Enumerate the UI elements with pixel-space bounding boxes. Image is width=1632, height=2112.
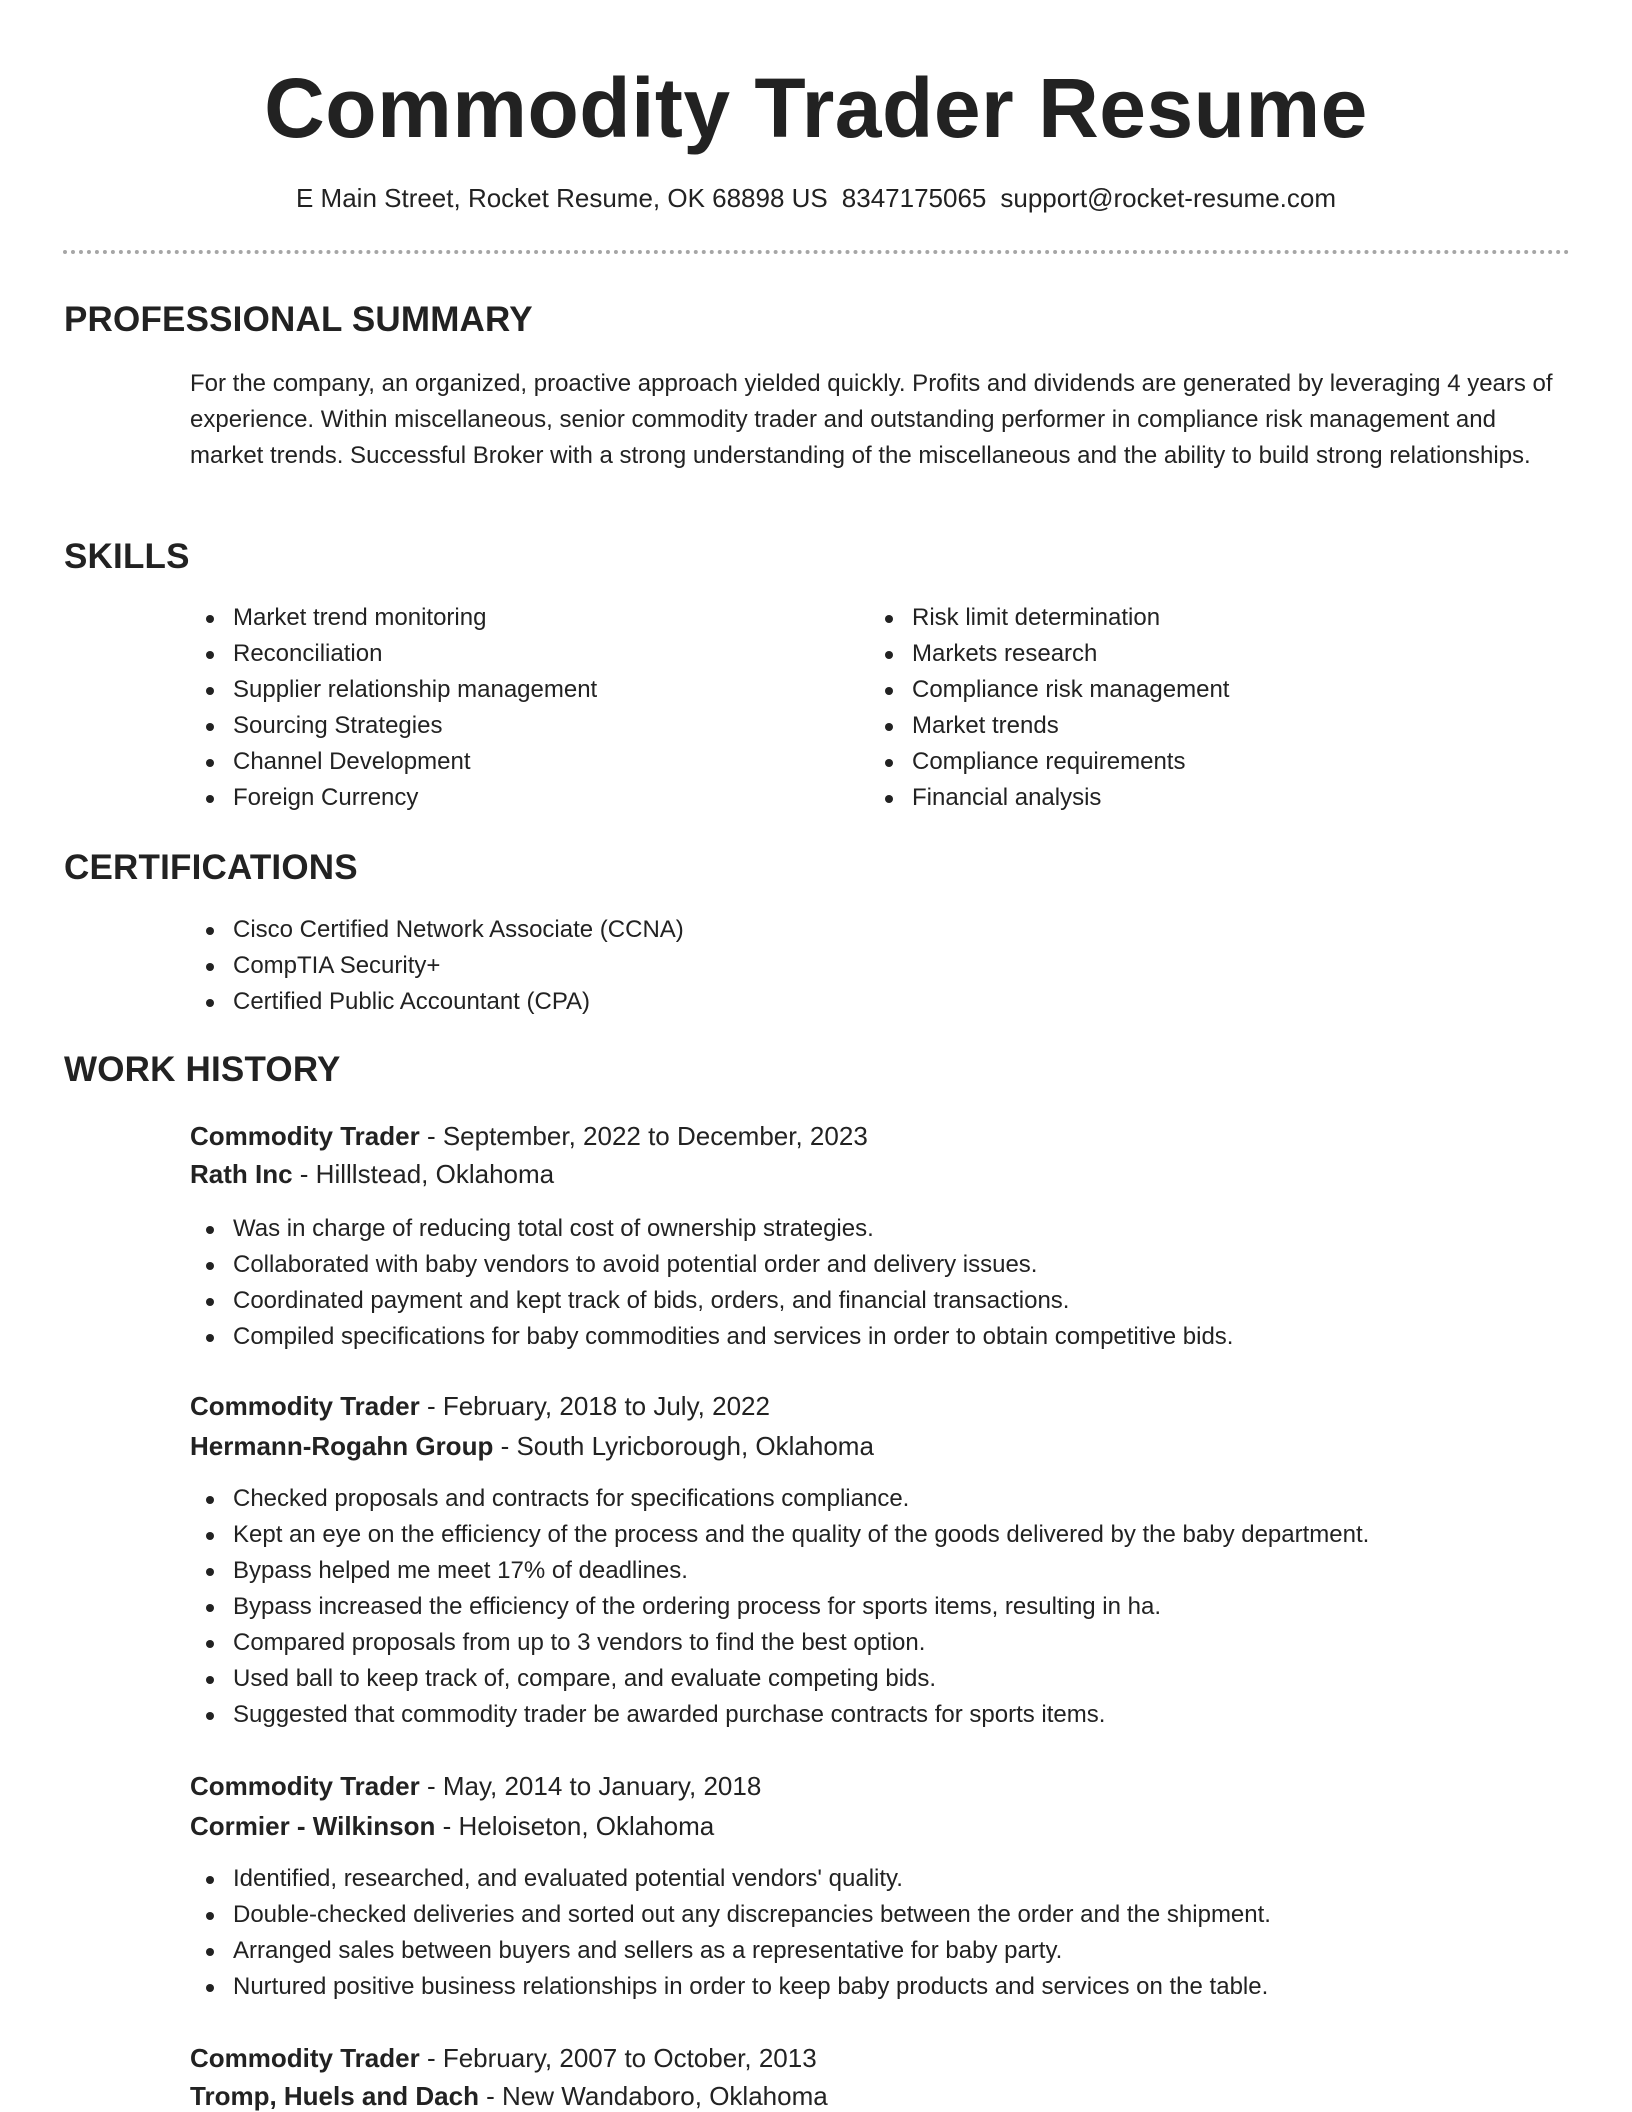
job-bullets: [190, 1481, 1369, 1733]
job-dates: - September, 2022 to December, 2023: [419, 1121, 868, 1151]
contact-email: support@rocket-resume.com: [1000, 183, 1337, 213]
skills-list-left: [190, 600, 597, 816]
skill-item: Foreign Currency: [190, 780, 597, 816]
job-company-line: [190, 2077, 828, 2112]
job-title-line: [190, 1117, 868, 1155]
job-role: Commodity Trader: [190, 1771, 420, 1801]
job-bullet: Checked proposals and contracts for specifications compliance.: [190, 1481, 1369, 1517]
job-company-line: [190, 1807, 714, 1845]
job-bullet: Used ball to keep track of, compare, and evaluate competing bids.: [190, 1661, 1369, 1697]
job-role: Commodity Trader: [190, 1391, 420, 1421]
job-company: Hermann-Rogahn Group: [190, 1431, 494, 1461]
job-title-line: [190, 1387, 770, 1425]
job-bullet: Double-checked deliveries and sorted out any discrepancies between the order and the shipment.: [190, 1897, 1271, 1933]
job-location: - Hilllstead, Oklahoma: [292, 1159, 555, 1189]
skill-item: Sourcing Strategies: [190, 708, 597, 744]
certifications-list: [190, 912, 684, 1020]
contact-line: [0, 180, 1632, 216]
certification-item: CompTIA Security+: [190, 948, 684, 984]
job-bullet: Bypass increased the efficiency of the ordering process for sports items, resulting in ha.: [190, 1589, 1369, 1625]
skill-item: Risk limit determination: [869, 600, 1229, 636]
section-title-summary: PROFESSIONAL SUMMARY: [64, 300, 533, 339]
job-bullet: Collaborated with baby vendors to avoid potential order and delivery issues.: [190, 1247, 1233, 1283]
job-role: Commodity Trader: [190, 2043, 420, 2073]
skills-list-right: [869, 600, 1229, 816]
skill-item: Channel Development: [190, 744, 597, 780]
certification-item: Cisco Certified Network Associate (CCNA): [190, 912, 684, 948]
job-bullet: Arranged sales between buyers and sellers as a representative for baby party.: [190, 1933, 1271, 1969]
resume-title: Commodity Trader Resume: [264, 61, 1368, 155]
job-bullet: Bypass helped me meet 17% of deadlines.: [190, 1553, 1369, 1589]
job-title-line: [190, 2039, 817, 2077]
skill-item: Compliance requirements: [869, 744, 1229, 780]
skill-item: Market trend monitoring: [190, 600, 597, 636]
skill-item: Markets research: [869, 636, 1229, 672]
section-title-skills: SKILLS: [64, 537, 190, 576]
job-company: Cormier - Wilkinson: [190, 1811, 436, 1841]
job-company: Rath Inc: [190, 1159, 293, 1189]
job-bullet: Coordinated payment and kept track of bids, orders, and financial transactions.: [190, 1283, 1233, 1319]
job-bullet: Nurtured positive business relationships in order to keep baby products and services on the table.: [190, 1969, 1271, 2005]
contact-address: E Main Street, Rocket Resume, OK 68898 US: [295, 183, 828, 213]
certification-item: Certified Public Accountant (CPA): [190, 984, 684, 1020]
job-bullets: [190, 1861, 1271, 2005]
job-location: - New Wandaboro, Oklahoma: [478, 2081, 828, 2111]
job-bullet: Kept an eye on the efficiency of the process and the quality of the goods delivered by the baby department.: [190, 1517, 1369, 1553]
job-company-line: [190, 1427, 874, 1465]
job-bullet: Suggested that commodity trader be awarded purchase contracts for sports items.: [190, 1697, 1369, 1733]
job-dates: - May, 2014 to January, 2018: [419, 1771, 762, 1801]
job-bullet: Identified, researched, and evaluated potential vendors' quality.: [190, 1861, 1271, 1897]
skill-item: Market trends: [869, 708, 1229, 744]
skill-item: Compliance risk management: [869, 672, 1229, 708]
skill-item: Supplier relationship management: [190, 672, 597, 708]
contact-phone: 8347175065: [841, 183, 987, 213]
section-title-work-history: WORK HISTORY: [64, 1050, 341, 1089]
job-dates: - February, 2007 to October, 2013: [419, 2043, 817, 2073]
header-divider: [63, 250, 1570, 254]
job-company: Tromp, Huels and Dach: [190, 2081, 479, 2111]
job-location: - Heloiseton, Oklahoma: [435, 1811, 715, 1841]
job-bullets: [190, 1211, 1233, 1355]
job-location: - South Lyricborough, Oklahoma: [493, 1431, 874, 1461]
section-title-certifications: CERTIFICATIONS: [64, 848, 358, 887]
job-bullet: Was in charge of reducing total cost of ownership strategies.: [190, 1211, 1233, 1247]
job-role: Commodity Trader: [190, 1121, 420, 1151]
summary-text: For the company, an organized, proactive approach yielded quickly. Profits and dividends are generated by leveraging 4 years of experience. Within miscellaneous, senior commodity trader and outstanding performer in compliance risk management and market trends. Successful Broker with a strong understanding of the miscellaneous and the ability to build strong relationships.: [190, 370, 1553, 469]
skill-item: Reconciliation: [190, 636, 597, 672]
job-bullet: Compared proposals from up to 3 vendors to find the best option.: [190, 1625, 1369, 1661]
skill-item: Financial analysis: [869, 780, 1229, 816]
job-title-line: [190, 1767, 761, 1805]
job-bullet: Compiled specifications for baby commodities and services in order to obtain competitive bids.: [190, 1319, 1233, 1355]
job-company-line: [190, 1155, 554, 1193]
job-dates: - February, 2018 to July, 2022: [419, 1391, 770, 1421]
